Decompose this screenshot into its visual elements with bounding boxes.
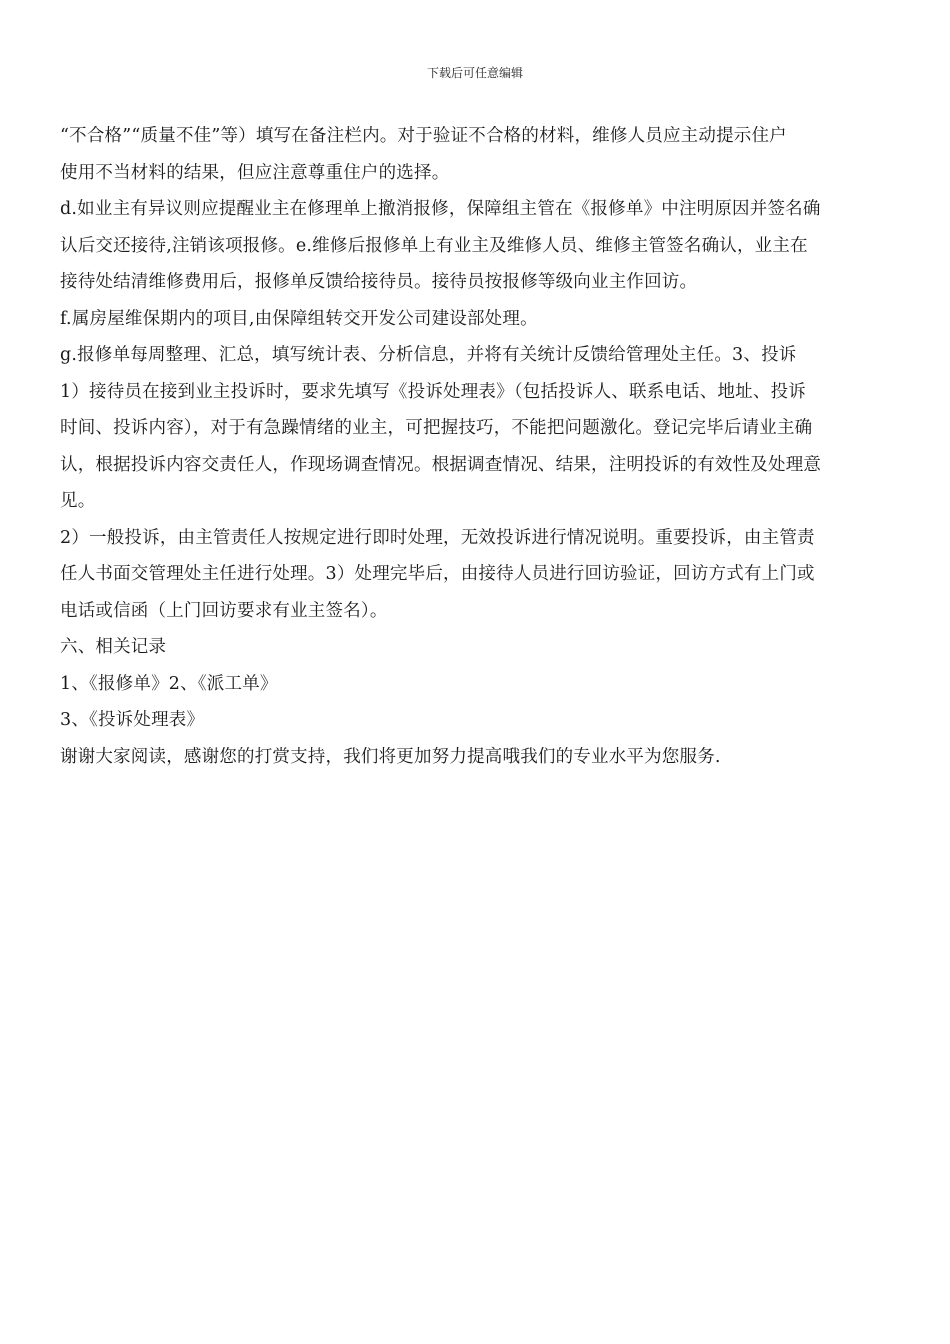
- body-line: f.属房屋维保期内的项目,由保障组转交开发公司建设部处理。: [60, 308, 538, 329]
- body-line: g.报修单每周整理、汇总，填写统计表、分析信息，并将有关统计反馈给管理处主任。3、投诉: [60, 345, 797, 365]
- body-line: d.如业主有异议则应提醒业主在修理单上撤消报修，保障组主管在《报修单》中注明原因并签名确: [60, 199, 821, 219]
- page-header: 下载后可任意编辑: [426, 66, 523, 80]
- body-line: 使用不当材料的结果，但应注意尊重住户的选择。: [60, 162, 450, 183]
- record-list-item: 3、《投诉处理表》: [60, 710, 205, 730]
- body-line: 任人书面交管理处主任进行处理。3）处理完毕后，由接待人员进行回访验证，回访方式有上门或: [60, 564, 815, 584]
- body-line: 接待处结清维修费用后，报修单反馈给接待员。接待员按报修等级向业主作回访。: [60, 272, 698, 292]
- body-line: 电话或信函（上门回访要求有业主签名）。: [60, 600, 388, 621]
- record-list-item: 1、《报修单》2、《派工单》: [60, 673, 278, 694]
- section-heading: 六、相关记录: [60, 637, 167, 657]
- body-line: 认，根据投诉内容交责任人，作现场调查情况。根据调查情况、结果，注明投诉的有效性及处理意: [60, 454, 822, 475]
- closing-note: 谢谢大家阅读，感谢您的打赏支持，我们将更加努力提高哦我们的专业水平为您服务.: [60, 746, 721, 767]
- body-line: 时间、投诉内容），对于有急躁情绪的业主，可把握技巧，不能把问题激化。登记完毕后请业主确: [60, 418, 813, 438]
- document-body: [60, 118, 890, 775]
- body-line: 1）接待员在接到业主投诉时，要求先填写《投诉处理表》（包括投诉人、联系电话、地址、投诉: [60, 381, 806, 402]
- body-line: 见。: [60, 491, 96, 511]
- body-line: 2）一般投诉，由主管责任人按规定进行即时处理，无效投诉进行情况说明。重要投诉，由主管责: [60, 527, 815, 548]
- body-line: 认后交还接待,注销该项报修。e.维修后报修单上有业主及维修人员、维修主管签名确认，业主在: [60, 235, 808, 256]
- body-line: “不合格”“质量不佳”等）填写在备注栏内。对于验证不合格的材料，维修人员应主动提示住户: [60, 126, 787, 146]
